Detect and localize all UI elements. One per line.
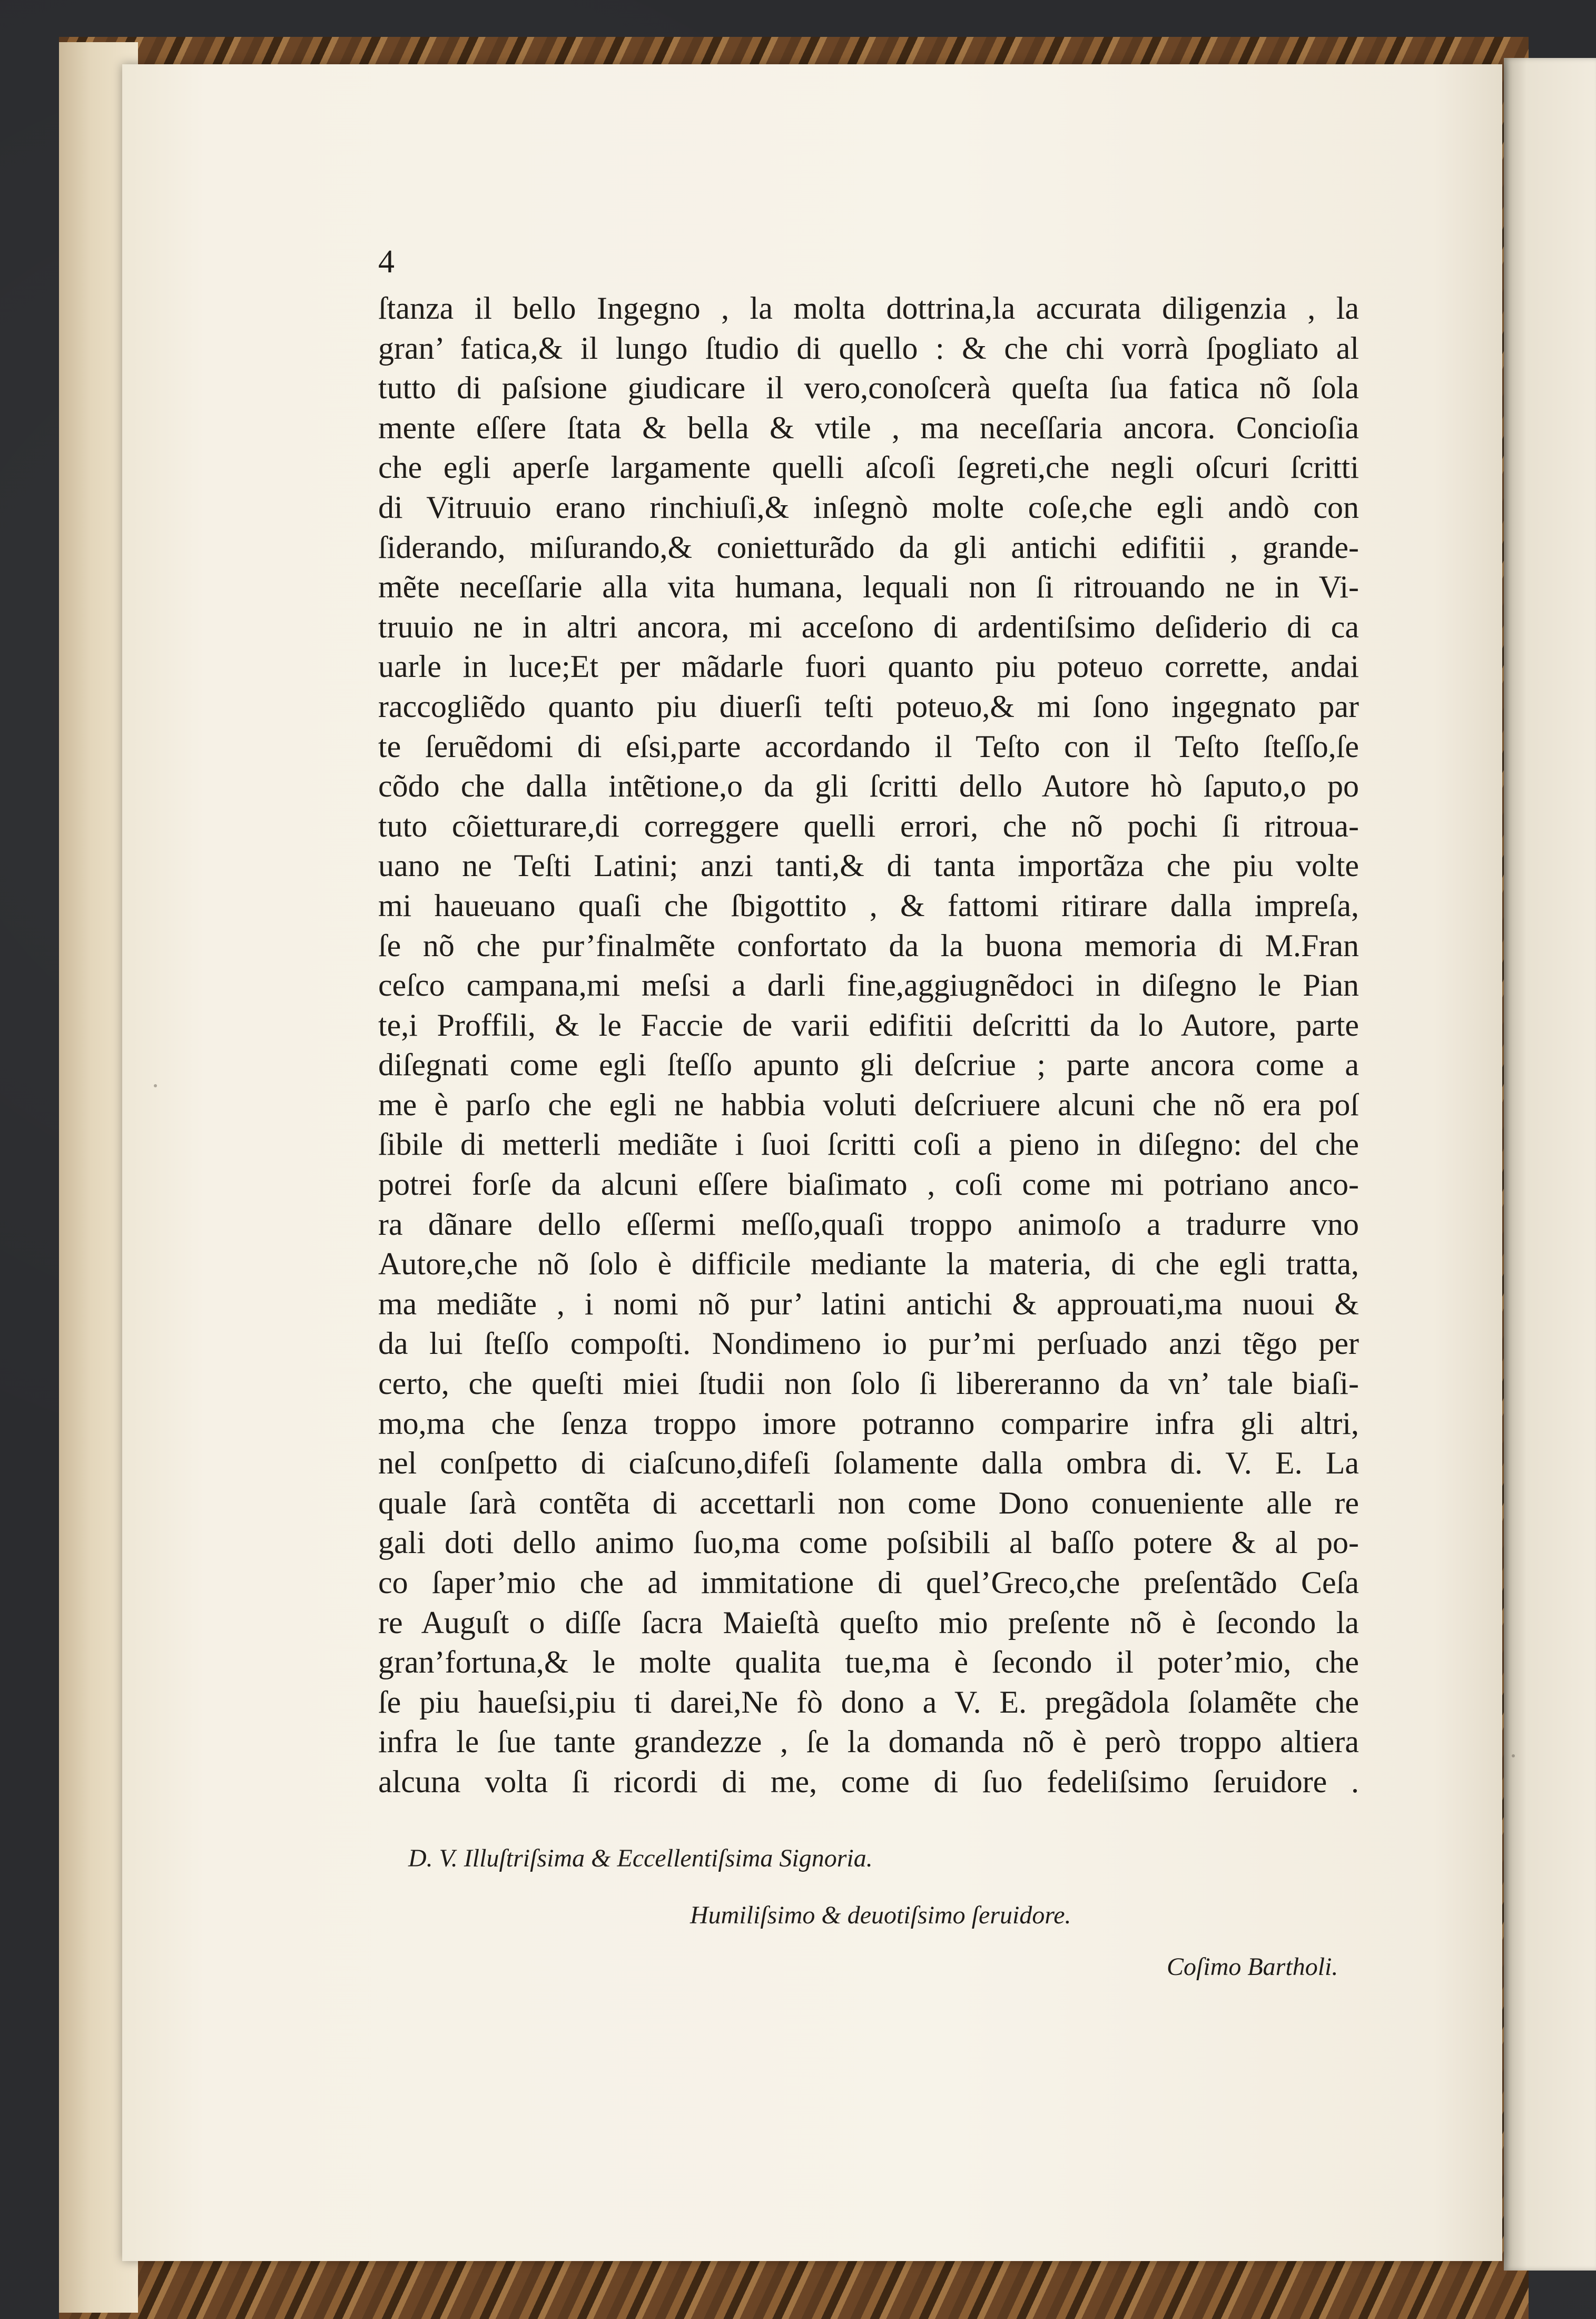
text-line: ſe piu haueſsi,piu ti darei,Ne fò dono a V. E. pregãdola ſolamẽte che bbox=[378, 1684, 1359, 1719]
text-line: quale ſarà contẽta di accettarli non come Dono conueniente alle re bbox=[378, 1485, 1359, 1520]
text-line: te,i Proffili, & le Faccie de varii edifitii deſcritti da lo Autore, parte bbox=[378, 1007, 1359, 1043]
closing-humble-servant: Humiliſsimo & deuotiſsimo ſeruidore. bbox=[690, 1901, 1071, 1929]
paper-speck bbox=[1512, 1754, 1515, 1757]
signature: Coſimo Bartholi. bbox=[1167, 1953, 1338, 1981]
text-line: da lui ſteſſo compoſti. Nondimeno io pur’mi perſuado anzi tẽgo per bbox=[378, 1326, 1359, 1361]
text-line: ſiderando, miſurando,& conietturãdo da gli antichi edifitii , grande- bbox=[378, 529, 1359, 565]
text-line: ra dãnare dello eſſermi meſſo,quaſi troppo animoſo a tradurre vno bbox=[378, 1206, 1359, 1242]
text-line: alcuna volta ſi ricordi di me, come di ſuo fedeliſsimo ſeruidore . bbox=[378, 1764, 1359, 1799]
text-line: nel conſpetto di ciaſcuno,difeſi ſolamente dalla ombra di. V. E. La bbox=[378, 1446, 1359, 1481]
page-number: 4 bbox=[378, 244, 395, 280]
text-line: gran’ fatica,& il lungo ſtudio di quello : & che chi vorrà ſpogliato al bbox=[378, 330, 1359, 366]
text-line: uano ne Teſti Latini; anzi tanti,& di tanta importãza che piu volte bbox=[378, 848, 1359, 883]
text-line: mi haueuano quaſi che ſbigottito , & fattomi ritirare dalla impreſa, bbox=[378, 888, 1359, 923]
text-line: tutto di paſsione giudicare il vero,conoſcerà queſta ſua fatica nõ ſola bbox=[378, 370, 1359, 406]
text-line: gali doti dello animo ſuo,ma come poſsibili al baſſo potere & al po- bbox=[378, 1525, 1359, 1560]
closing-salutation: D. V. Illuſtriſsima & Eccellentiſsima Signoria. bbox=[408, 1844, 873, 1872]
text-line: cõdo che dalla intẽtione,o da gli ſcritti dello Autore hò ſaputo,o po bbox=[378, 769, 1359, 804]
text-line: gran’fortuna,& le molte qualita tue,ma è ſecondo il poter’mio, che bbox=[378, 1645, 1359, 1680]
text-line: potrei forſe da alcuni eſſere biaſimato , coſi come mi potriano anco- bbox=[378, 1167, 1359, 1202]
text-line: ma mediãte , i nomi nõ pur’ latini antichi & approuati,ma nuoui & bbox=[378, 1286, 1359, 1321]
text-line: me è parſo che egli ne habbia voluti deſcriuere alcuni che nõ era poſ bbox=[378, 1087, 1359, 1122]
text-line: ceſco campana,mi meſsi a darli fine,aggiugnẽdoci in diſegno le Pian bbox=[378, 968, 1359, 1003]
text-line: mẽte neceſſarie alla vita humana, lequali non ſi ritrouando ne in Vi- bbox=[378, 569, 1359, 605]
text-line: Autore,che nõ ſolo è difficile mediante la materia, di che egli tratta, bbox=[378, 1246, 1359, 1282]
text-line: certo, che queſti miei ſtudii non ſolo ſi libereranno da vn’ tale biaſi- bbox=[378, 1366, 1359, 1401]
text-line: mo,ma che ſenza troppo imore potranno comparire infra gli altri, bbox=[378, 1406, 1359, 1441]
text-line: uarle in luce;Et per mãdarle fuori quanto piu poteuo corrette, andai bbox=[378, 649, 1359, 684]
text-line: di Vitruuio erano rinchiuſi,& inſegnò molte coſe,che egli andò con bbox=[378, 489, 1359, 525]
text-line: te ſeruẽdomi di eſsi,parte accordando il Teſto con il Teſto ſteſſo,ſe bbox=[378, 729, 1359, 764]
text-line: truuio ne in altri ancora, mi acceſono di ardentiſsimo deſiderio di ca bbox=[378, 609, 1359, 644]
text-line: ſe nõ che pur’finalmẽte confortato da la buona memoria di M.Fran bbox=[378, 928, 1359, 963]
text-line: mente eſſere ſtata & bella & vtile , ma neceſſaria ancora. Concioſia bbox=[378, 410, 1359, 445]
text-line: ſibile di metterli mediãte i ſuoi ſcritti coſi a pieno in diſegno: del che bbox=[378, 1127, 1359, 1162]
text-line: tuto cõietturare,di correggere quelli errori, che nõ pochi ſi ritroua- bbox=[378, 808, 1359, 843]
text-line: diſegnati come egli ſteſſo apunto gli deſcriue ; parte ancora come a bbox=[378, 1047, 1359, 1083]
text-line: re Auguſt o diſſe ſacra Maieſtà queſto mio preſente nõ è ſecondo la bbox=[378, 1605, 1359, 1640]
text-line: ſtanza il bello Ingegno , la molta dottrina,la accurata diligenzia , la bbox=[378, 291, 1359, 326]
body-text bbox=[378, 289, 1359, 1802]
paper-speck bbox=[154, 1084, 157, 1087]
text-line: co ſaper’mio che ad immitatione di quel’Greco,che preſentãdo Ceſa bbox=[378, 1565, 1359, 1600]
text-line: che egli aperſe largamente quelli aſcoſi ſegreti,che negli oſcuri ſcritti bbox=[378, 450, 1359, 485]
text-line: infra le ſue tante grandezze , ſe la domanda nõ è però troppo altiera bbox=[378, 1724, 1359, 1760]
text-line: raccogliẽdo quanto piu diuerſi teſti poteuo,& mi ſono ingegnato par bbox=[378, 689, 1359, 724]
facing-page-edge bbox=[1504, 58, 1596, 2271]
